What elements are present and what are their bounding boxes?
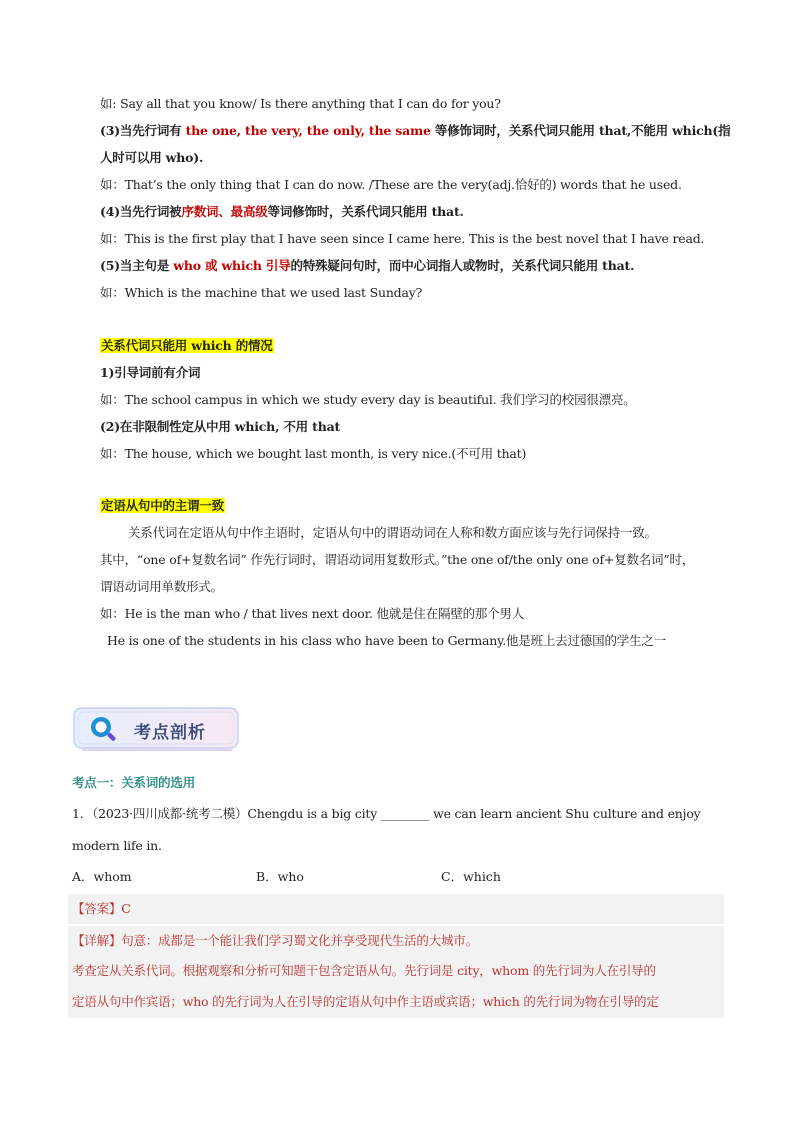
rule-5-highlight: who 或 which 引导 xyxy=(173,258,291,273)
agreement-paragraph: 其中，“one of+复数名词” 作先行词时，谓语动词用复数形式。”the one of/the only one of+复数名词”时， xyxy=(100,552,695,567)
rule-3-highlight: the one, the very, the only, the same xyxy=(185,123,431,138)
magnifier-icon xyxy=(88,714,118,744)
rule-3-suffix: 等修饰词时，关系代词只能用 that,不能用 which(指 xyxy=(430,123,731,138)
answer-label: 【答案】 xyxy=(72,901,122,916)
option-c: C．which xyxy=(441,869,501,884)
kaodian-heading: 考点一：关系词的选用 xyxy=(72,775,196,790)
example-line: 如：This is the first play that I have seen since I came here. This is the best novel that I have read. xyxy=(100,231,705,246)
rule-3 xyxy=(100,123,730,139)
which-point-1: 1)引导词前有介词 xyxy=(100,365,201,380)
detail-text: 定语从句中作宾语；who 的先行词为人在引导的定语从句中作主语或宾语；which 的先行词为物在引导的定 xyxy=(72,994,659,1009)
section-heading-agreement: 定语从句中的主谓一致 xyxy=(101,498,225,513)
rule-5-suffix: 的特殊疑问句时，而中心词指人或物时，关系代词只能用 that. xyxy=(290,258,635,273)
detail-text: 句意：成都是一个能让我们学习蜀文化并享受现代生活的大城市。 xyxy=(121,933,478,948)
detail-line xyxy=(72,933,478,949)
rule-5-prefix: (5)当主句是 xyxy=(100,258,174,273)
detail-explanation xyxy=(68,956,724,1018)
option-a: A．whom xyxy=(72,869,132,884)
detail-label: 【详解】 xyxy=(72,933,122,948)
detail-text: 考查定从关系代词。根据观察和分析可知题干包含定语从句。先行词是 city，whom 的先行词为人在引导的 xyxy=(72,963,656,978)
agreement-paragraph: 关系代词在定语从句中作主语时，定语从句中的谓语动词在人称和数方面应该与先行词保持一致。 xyxy=(128,525,657,540)
agreement-paragraph: 谓语动词用单数形式。 xyxy=(100,579,224,594)
example-line: 如: Say all that you know/ Is there anything that I can do for you? xyxy=(100,96,501,111)
example-line: 如：The school campus in which we study every day is beautiful. 我们学习的校园很漂亮。 xyxy=(100,392,636,407)
rule-4 xyxy=(100,204,464,220)
rule-5 xyxy=(100,258,634,274)
example-line: 如：The house, which we bought last month, is very nice.(不可用 that) xyxy=(100,446,527,461)
rule-3-continued: 人时可以用 who). xyxy=(100,150,204,165)
question-stem-cont: modern life in. xyxy=(72,838,162,853)
example-line: 如：He is the man who / that lives next door. 他就是住在隔壁的那个男人 xyxy=(100,606,525,621)
rule-4-suffix: 等词修饰时，关系代词只能用 that. xyxy=(267,204,464,219)
example-line: 如：Which is the machine that we used last Sunday? xyxy=(100,285,423,300)
example-line: 如：That’s the only thing that I can do now. /These are the very(adj.恰好的) words that he used. xyxy=(100,177,682,192)
option-b: B．who xyxy=(256,869,304,884)
rule-3-prefix: (3)当先行词有 xyxy=(100,123,186,138)
answer-value: C xyxy=(121,901,131,916)
question-stem: 1．（2023·四川成都·统考二模）Chengdu is a big city ________ we can learn ancient Shu culture and enjoy xyxy=(72,806,701,821)
section-heading-which: 关系代词只能用 which 的情况 xyxy=(101,338,273,353)
example-line: He is one of the students in his class who have been to Germany.他是班上去过德国的学生之一 xyxy=(107,633,666,648)
answer-row xyxy=(68,894,724,924)
rule-4-prefix: (4)当先行词被 xyxy=(100,204,182,219)
rule-4-highlight: 序数词、最高级 xyxy=(181,204,268,219)
which-point-2: (2)在非限制性定从中用 which, 不用 that xyxy=(100,419,341,434)
detail-row xyxy=(68,926,724,956)
section-banner xyxy=(72,706,242,752)
banner-title: 考点剖析 xyxy=(134,723,206,743)
answer-line xyxy=(72,901,131,917)
